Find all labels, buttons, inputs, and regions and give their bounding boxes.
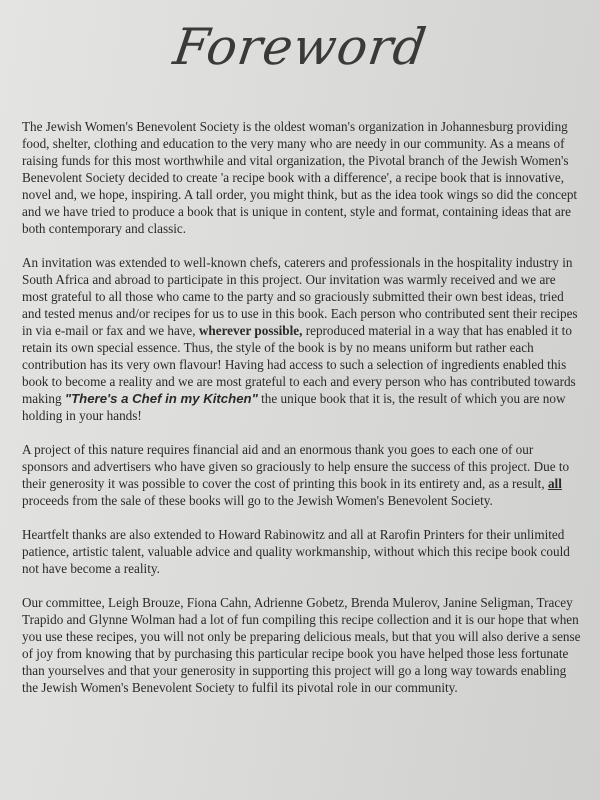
paragraph-4: Heartfelt thanks are also extended to Howard Rabinowitz and all at Rarofin Printers for their unlimited patience, artistic talent, valuable advice and quality workmanship, without which this recipe book could not have become a reality. bbox=[22, 527, 570, 576]
paragraph-3: A project of this nature requires financial aid and an enormous thank you goes to each one of our sponsors and advertisers who have given so graciously to help ensure the success of this project. Due to their generosity it was possible to cover the cost of printing this book in its entirety and, as a result, all proceeds from the sale of these books will go to the Jewish Women's Benevolent Society. bbox=[22, 442, 570, 508]
paragraph-1: The Jewish Women's Benevolent Society is the oldest woman's organization in Johannesburg providing food, shelter, clothing and education to the very many who are needy in our community. As a means of raising funds for this most worthwhile and vital organization, the Pivotal branch of the Jewish Women's Benevolent Society decided to create 'a recipe book with a difference', a recipe book that is innovative, novel and, we hope, inspiring. A tall order, you might think, but as the idea took wings so did the concept and we have tried to produce a book that is unique in content, style and format, containing ideas that are both contemporary and classic. bbox=[22, 119, 578, 236]
emphasis-wherever-possible: wherever possible, bbox=[198, 323, 303, 338]
book-title: "There's a Chef in my Kitchen" bbox=[64, 391, 258, 406]
paragraph-2: An invitation was extended to well-known chefs, caterers and professionals in the hospitality industry in South Africa and abroad to participate in this project. Our invitation was warmly received and we are most grateful to all those who came to the party and so graciously submitted their own best ideas, tried and tested menus and/or recipes for us to use in this book. Each person who contributed sent their recipes in via e-mail or fax and we have, wherever possible, reproduced material in a way that has enabled it to retain its own special essence. Thus, the style of the book is by no means uniform but rather each contribution has its very own flavour! Having had access to such a selection of ingredients enabled this book to become a reality and we are most grateful to each and every person who has contributed towards making "There's a Chef in my Kitchen" the unique book that it is, the result of which you are now holding in your hands! bbox=[22, 255, 578, 423]
paragraph-5: Our committee, Leigh Brouze, Fiona Cahn, Adrienne Gobetz, Brenda Mulerov, Janine Seligman, Tracey Trapido and Glynne Wolman had a lot of fun compiling this recipe collection and it is our hope that when you use these recipes, you will not only be preparing delicious meals, but that you will also derive a sense of joy from knowing that by purchasing this particular recipe book you have helped those less fortunate than yourselves and that your generosity in supporting this project will go a long way towards enabling the Jewish Women's Benevolent Society to fulfil its pivotal role in our community. bbox=[22, 595, 581, 695]
foreword-body bbox=[22, 118, 582, 713]
page-title: Foreword bbox=[169, 18, 431, 76]
emphasis-all: all bbox=[547, 476, 562, 491]
